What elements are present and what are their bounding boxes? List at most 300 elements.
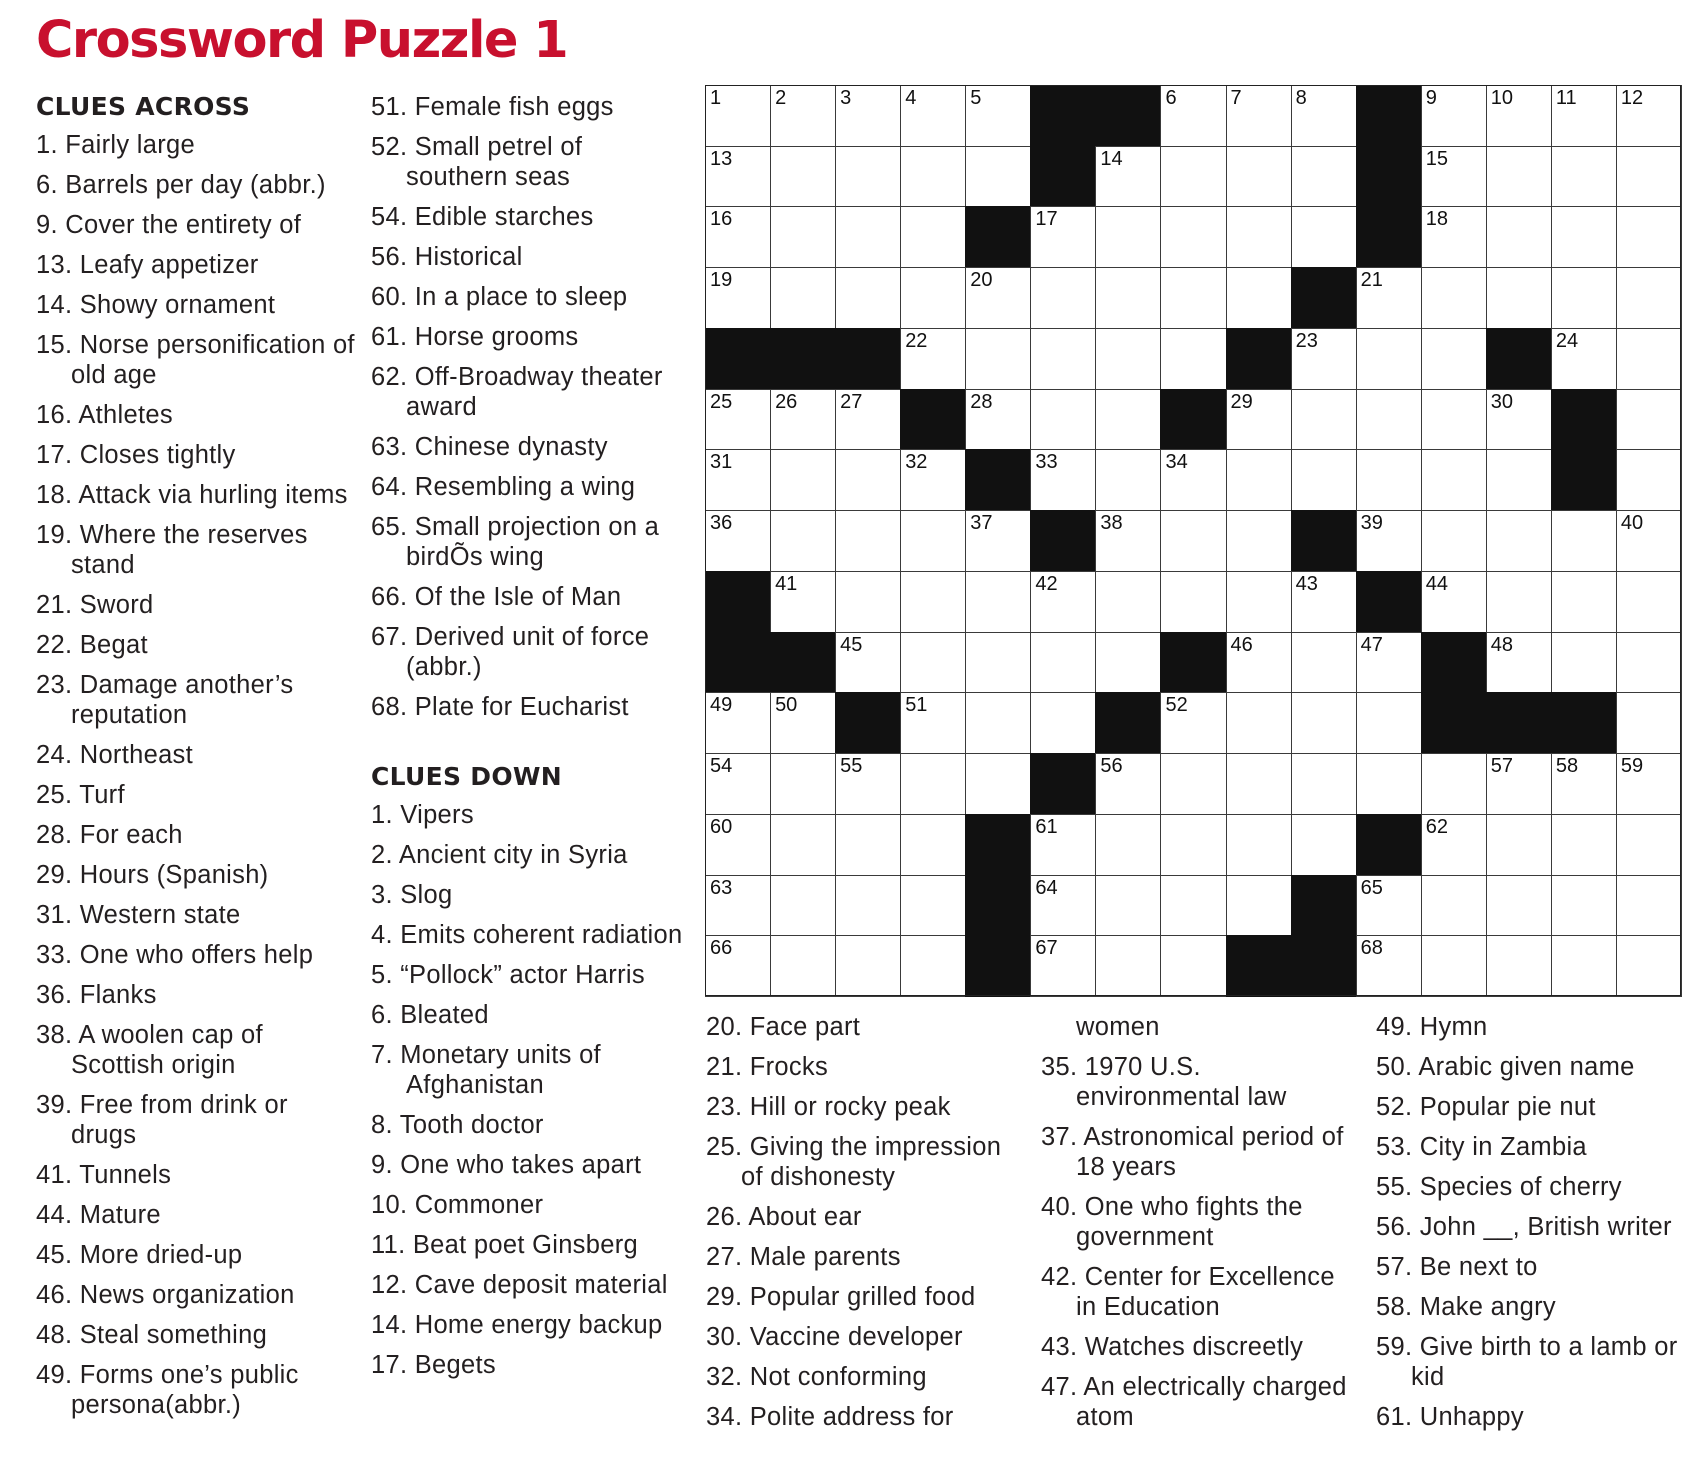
cell-number: 21 xyxy=(1360,269,1383,292)
grid-cell[interactable] xyxy=(705,692,771,754)
grid-block xyxy=(1030,753,1096,815)
down-clue: 55. Species of cherry xyxy=(1376,1173,1622,1201)
cell-number: 34 xyxy=(1165,451,1188,474)
grid-cell[interactable] xyxy=(705,389,771,451)
across-clue: 22. Begat xyxy=(36,631,148,659)
across-clue: 60. In a place to sleep xyxy=(371,283,628,311)
grid-cell[interactable] xyxy=(1486,85,1552,147)
across-clue: 33. One who offers help xyxy=(36,941,314,969)
grid-block xyxy=(1421,692,1487,754)
grid-cell[interactable] xyxy=(705,510,771,572)
grid-cell[interactable] xyxy=(1160,571,1226,633)
grid-cell[interactable] xyxy=(1160,449,1226,511)
down-column-4 xyxy=(1376,1012,1686,1442)
grid-cell[interactable] xyxy=(1486,510,1552,572)
grid-cell[interactable] xyxy=(1356,328,1422,390)
across-clue: 54. Edible starches xyxy=(371,203,594,231)
grid-cell[interactable] xyxy=(770,875,836,937)
grid-cell[interactable] xyxy=(1030,571,1096,633)
cell-number: 23 xyxy=(1295,329,1318,352)
grid-cell[interactable] xyxy=(705,85,771,147)
grid-cell[interactable] xyxy=(1226,692,1292,754)
grid-cell[interactable] xyxy=(1421,510,1487,572)
grid-cell[interactable] xyxy=(1095,814,1161,876)
across-clue: 49. Forms one’s public persona(abbr.) xyxy=(36,1361,299,1419)
cell-number: 46 xyxy=(1230,633,1253,656)
grid-cell[interactable] xyxy=(835,267,901,329)
down-clue: 10. Commoner xyxy=(371,1191,544,1219)
grid-cell[interactable] xyxy=(1095,449,1161,511)
grid-cell[interactable] xyxy=(1486,206,1552,268)
grid-cell[interactable] xyxy=(900,571,966,633)
across-clue: 13. Leafy appetizer xyxy=(36,251,259,279)
cell-number: 58 xyxy=(1555,755,1579,778)
grid-cell[interactable] xyxy=(1421,389,1487,451)
grid-cell[interactable] xyxy=(770,571,836,633)
grid-cell[interactable] xyxy=(1486,267,1552,329)
grid-cell[interactable] xyxy=(1226,389,1292,451)
grid-cell[interactable] xyxy=(1226,510,1292,572)
grid-cell[interactable] xyxy=(1291,85,1357,147)
grid-cell[interactable] xyxy=(835,510,901,572)
grid-cell[interactable] xyxy=(1356,692,1422,754)
down-clue: 7. Monetary units of Afghanistan xyxy=(371,1041,601,1099)
grid-cell[interactable] xyxy=(1291,449,1357,511)
grid-cell[interactable] xyxy=(900,632,966,694)
grid-cell[interactable] xyxy=(770,206,836,268)
cell-number: 22 xyxy=(905,329,928,352)
grid-cell[interactable] xyxy=(1356,935,1422,997)
down-clue: 20. Face part xyxy=(706,1013,861,1041)
cell-number: 61 xyxy=(1035,815,1058,838)
across-clue: 67. Derived unit of force (abbr.) xyxy=(371,623,650,681)
grid-cell[interactable] xyxy=(1291,328,1357,390)
grid-block xyxy=(1486,692,1552,754)
grid-cell[interactable] xyxy=(1226,449,1292,511)
grid-cell[interactable] xyxy=(1486,449,1552,511)
grid-cell[interactable] xyxy=(1486,146,1552,208)
grid-cell[interactable] xyxy=(965,85,1031,147)
grid-block xyxy=(1095,692,1161,754)
grid-cell[interactable] xyxy=(1551,328,1617,390)
grid-cell[interactable] xyxy=(1421,328,1487,390)
across-clue: 6. Barrels per day (abbr.) xyxy=(36,171,326,199)
grid-cell[interactable] xyxy=(1030,632,1096,694)
grid-cell[interactable] xyxy=(1421,267,1487,329)
grid-cell[interactable] xyxy=(1226,814,1292,876)
grid-cell[interactable] xyxy=(1095,632,1161,694)
cell-number: 11 xyxy=(1555,87,1577,109)
grid-cell[interactable] xyxy=(835,146,901,208)
grid-cell[interactable] xyxy=(1616,206,1682,268)
grid-cell[interactable] xyxy=(900,206,966,268)
across-clue: 65. Small projection on a birdÕs wing xyxy=(371,513,660,571)
grid-cell[interactable] xyxy=(1616,753,1682,815)
across-clue: 36. Flanks xyxy=(36,981,157,1009)
grid-block xyxy=(965,875,1031,937)
grid-cell[interactable] xyxy=(1486,632,1552,694)
grid-cell[interactable] xyxy=(1095,146,1161,208)
grid-cell[interactable] xyxy=(1226,146,1292,208)
grid-cell[interactable] xyxy=(1551,875,1617,937)
down-clue: 47. An electrically charged atom xyxy=(1041,1373,1347,1431)
grid-cell[interactable] xyxy=(1421,935,1487,997)
grid-cell[interactable] xyxy=(1291,389,1357,451)
grid-cell[interactable] xyxy=(1356,267,1422,329)
grid-cell[interactable] xyxy=(1421,146,1487,208)
across-clue: 29. Hours (Spanish) xyxy=(36,861,269,889)
grid-cell[interactable] xyxy=(1226,267,1292,329)
cell-number: 6 xyxy=(1165,87,1177,109)
grid-cell[interactable] xyxy=(1356,753,1422,815)
grid-cell[interactable] xyxy=(1160,85,1226,147)
grid-cell[interactable] xyxy=(835,449,901,511)
grid-cell[interactable] xyxy=(1095,510,1161,572)
down-clue: 12. Cave deposit material xyxy=(371,1271,668,1299)
grid-cell[interactable] xyxy=(1291,753,1357,815)
across-column-1 xyxy=(36,92,356,1430)
across-clue: 1. Fairly large xyxy=(36,131,195,159)
grid-cell[interactable] xyxy=(1356,875,1422,937)
grid-cell[interactable] xyxy=(1030,206,1096,268)
grid-cell[interactable] xyxy=(965,267,1031,329)
grid-cell[interactable] xyxy=(770,814,836,876)
grid-cell[interactable] xyxy=(1551,571,1617,633)
down-clue: 3. Slog xyxy=(371,881,453,909)
grid-cell[interactable] xyxy=(1095,328,1161,390)
grid-cell[interactable] xyxy=(1160,753,1226,815)
grid-cell[interactable] xyxy=(770,267,836,329)
down-clue: 32. Not conforming xyxy=(706,1363,927,1391)
down-clue: 53. City in Zambia xyxy=(1376,1133,1587,1161)
grid-cell[interactable] xyxy=(835,814,901,876)
grid-cell[interactable] xyxy=(1160,935,1226,997)
grid-cell[interactable] xyxy=(835,85,901,147)
grid-cell[interactable] xyxy=(835,632,901,694)
grid-block xyxy=(1551,449,1617,511)
down-clue: 27. Male parents xyxy=(706,1243,901,1271)
grid-cell[interactable] xyxy=(1616,814,1682,876)
grid-cell[interactable] xyxy=(900,510,966,572)
across-clue: 48. Steal something xyxy=(36,1321,268,1349)
grid-cell[interactable] xyxy=(1421,571,1487,633)
grid-cell[interactable] xyxy=(1616,632,1682,694)
grid-cell[interactable] xyxy=(835,875,901,937)
grid-block xyxy=(770,632,836,694)
grid-cell[interactable] xyxy=(900,85,966,147)
grid-cell[interactable] xyxy=(1616,328,1682,390)
cell-number: 9 xyxy=(1425,87,1437,109)
across-clue: 31. Western state xyxy=(36,901,241,929)
grid-cell[interactable] xyxy=(1616,692,1682,754)
grid-cell[interactable] xyxy=(1616,449,1682,511)
grid-cell[interactable] xyxy=(1291,146,1357,208)
grid-cell[interactable] xyxy=(900,328,966,390)
grid-cell[interactable] xyxy=(1356,632,1422,694)
grid-block xyxy=(965,935,1031,997)
cell-number: 29 xyxy=(1230,390,1253,413)
grid-cell[interactable] xyxy=(900,267,966,329)
cell-number: 4 xyxy=(905,87,917,109)
grid-cell[interactable] xyxy=(1160,692,1226,754)
cell-number: 13 xyxy=(710,147,733,170)
grid-cell[interactable] xyxy=(1486,389,1552,451)
grid-cell[interactable] xyxy=(1616,510,1682,572)
across-clue: 19. Where the reserves stand xyxy=(36,521,308,579)
grid-cell[interactable] xyxy=(1160,206,1226,268)
down-clue: 34. Polite address for xyxy=(706,1403,954,1431)
across-clue: 44. Mature xyxy=(36,1201,161,1229)
cell-number: 54 xyxy=(710,755,733,778)
grid-cell[interactable] xyxy=(1551,510,1617,572)
across-clue: 63. Chinese dynasty xyxy=(371,433,608,461)
grid-cell[interactable] xyxy=(770,510,836,572)
grid-cell[interactable] xyxy=(770,753,836,815)
grid-block xyxy=(900,389,966,451)
grid-cell[interactable] xyxy=(835,935,901,997)
down-clue: 9. One who takes apart xyxy=(371,1151,642,1179)
grid-cell[interactable] xyxy=(705,935,771,997)
grid-cell[interactable] xyxy=(1616,875,1682,937)
across-clue: 64. Resembling a wing xyxy=(371,473,636,501)
down-clue: 50. Arabic given name xyxy=(1376,1053,1635,1081)
down-clue: 37. Astronomical period of 18 years xyxy=(1041,1123,1344,1181)
grid-cell[interactable] xyxy=(1551,85,1617,147)
grid-cell[interactable] xyxy=(705,875,771,937)
grid-cell[interactable] xyxy=(1356,449,1422,511)
crossword-grid xyxy=(705,85,1681,996)
grid-cell[interactable] xyxy=(1486,571,1552,633)
grid-cell[interactable] xyxy=(705,267,771,329)
grid-cell[interactable] xyxy=(1160,814,1226,876)
grid-cell[interactable] xyxy=(1551,753,1617,815)
grid-cell[interactable] xyxy=(1291,814,1357,876)
grid-cell[interactable] xyxy=(900,814,966,876)
cell-number: 18 xyxy=(1425,208,1448,231)
grid-cell[interactable] xyxy=(1291,571,1357,633)
grid-cell[interactable] xyxy=(705,814,771,876)
grid-cell[interactable] xyxy=(770,146,836,208)
grid-cell[interactable] xyxy=(965,571,1031,633)
down-clue: 25. Giving the impression of dishonesty xyxy=(706,1133,1002,1191)
grid-cell[interactable] xyxy=(900,935,966,997)
grid-cell[interactable] xyxy=(1030,389,1096,451)
across-clue: 38. A woolen cap of Scottish origin xyxy=(36,1021,263,1079)
across-clue: 62. Off-Broadway theater award xyxy=(371,363,663,421)
down-clue: 29. Popular grilled food xyxy=(706,1283,976,1311)
grid-cell[interactable] xyxy=(1030,814,1096,876)
grid-block xyxy=(705,571,771,633)
grid-cell[interactable] xyxy=(1030,267,1096,329)
down-clue: 57. Be next to xyxy=(1376,1253,1538,1281)
grid-cell[interactable] xyxy=(770,389,836,451)
grid-cell[interactable] xyxy=(1030,875,1096,937)
grid-cell[interactable] xyxy=(705,449,771,511)
grid-cell[interactable] xyxy=(1421,85,1487,147)
grid-block xyxy=(1030,510,1096,572)
grid-cell[interactable] xyxy=(1226,206,1292,268)
grid-block xyxy=(1356,814,1422,876)
down-clue: 21. Frocks xyxy=(706,1053,829,1081)
grid-cell[interactable] xyxy=(705,753,771,815)
grid-cell[interactable] xyxy=(1095,935,1161,997)
grid-cell[interactable] xyxy=(1030,328,1096,390)
down-clue: 59. Give birth to a lamb or kid xyxy=(1376,1333,1678,1391)
cell-number: 40 xyxy=(1620,512,1644,535)
down-clue: 5. “Pollock” actor Harris xyxy=(371,961,645,989)
grid-cell[interactable] xyxy=(705,146,771,208)
grid-block xyxy=(965,814,1031,876)
down-clue: 56. John __, British writer xyxy=(1376,1213,1672,1241)
down-clue: 4. Emits coherent radiation xyxy=(371,921,683,949)
cell-number: 63 xyxy=(710,876,733,899)
grid-cell[interactable] xyxy=(835,206,901,268)
across-clue: 28. For each xyxy=(36,821,183,849)
grid-cell[interactable] xyxy=(1616,571,1682,633)
grid-block xyxy=(1291,875,1357,937)
cell-number: 31 xyxy=(710,451,733,474)
grid-cell[interactable] xyxy=(965,632,1031,694)
down-clue: 8. Tooth doctor xyxy=(371,1111,544,1139)
cell-number: 65 xyxy=(1360,876,1383,899)
grid-cell[interactable] xyxy=(965,510,1031,572)
across-clue: 18. Attack via hurling items xyxy=(36,481,348,509)
grid-cell[interactable] xyxy=(1356,510,1422,572)
cell-number: 67 xyxy=(1035,937,1058,960)
grid-block xyxy=(1291,935,1357,997)
cell-number: 10 xyxy=(1490,87,1514,109)
grid-cell[interactable] xyxy=(770,935,836,997)
grid-cell[interactable] xyxy=(1095,389,1161,451)
cell-number: 62 xyxy=(1425,815,1448,838)
cell-number: 47 xyxy=(1360,633,1383,656)
grid-cell[interactable] xyxy=(900,753,966,815)
grid-cell[interactable] xyxy=(1551,814,1617,876)
grid-cell[interactable] xyxy=(1095,875,1161,937)
grid-cell[interactable] xyxy=(900,875,966,937)
across-clue: 56. Historical xyxy=(371,243,523,271)
grid-cell[interactable] xyxy=(1486,753,1552,815)
grid-cell[interactable] xyxy=(1030,449,1096,511)
grid-cell[interactable] xyxy=(1226,571,1292,633)
grid-cell[interactable] xyxy=(1551,267,1617,329)
grid-cell[interactable] xyxy=(965,146,1031,208)
grid-cell[interactable] xyxy=(1160,328,1226,390)
grid-cell[interactable] xyxy=(835,389,901,451)
grid-cell[interactable] xyxy=(1095,571,1161,633)
cell-number: 14 xyxy=(1100,147,1123,170)
grid-cell[interactable] xyxy=(1421,753,1487,815)
grid-cell[interactable] xyxy=(1291,206,1357,268)
grid-cell[interactable] xyxy=(900,146,966,208)
grid-cell[interactable] xyxy=(1095,753,1161,815)
grid-block xyxy=(1486,328,1552,390)
grid-cell[interactable] xyxy=(1616,267,1682,329)
grid-cell[interactable] xyxy=(965,328,1031,390)
cell-number: 3 xyxy=(840,87,852,109)
grid-cell[interactable] xyxy=(1095,206,1161,268)
grid-cell[interactable] xyxy=(1486,814,1552,876)
grid-cell[interactable] xyxy=(965,692,1031,754)
grid-cell[interactable] xyxy=(770,692,836,754)
grid-block xyxy=(1356,571,1422,633)
cell-number: 51 xyxy=(905,694,928,717)
grid-cell[interactable] xyxy=(770,85,836,147)
cell-number: 56 xyxy=(1100,755,1123,778)
cell-number: 15 xyxy=(1425,147,1448,170)
grid-cell[interactable] xyxy=(1616,146,1682,208)
grid-cell[interactable] xyxy=(1226,875,1292,937)
grid-cell[interactable] xyxy=(1551,146,1617,208)
grid-cell[interactable] xyxy=(835,753,901,815)
grid-cell[interactable] xyxy=(965,753,1031,815)
grid-cell[interactable] xyxy=(1551,632,1617,694)
grid-cell[interactable] xyxy=(1291,692,1357,754)
down-clue: 23. Hill or rocky peak xyxy=(706,1093,951,1121)
down-clue: 42. Center for Excellence in Education xyxy=(1041,1263,1335,1321)
across-heading: CLUES ACROSS xyxy=(36,92,251,121)
cell-number: 1 xyxy=(710,87,722,109)
cell-number: 26 xyxy=(775,390,798,413)
grid-cell[interactable] xyxy=(1356,389,1422,451)
cell-number: 20 xyxy=(970,269,993,292)
grid-cell[interactable] xyxy=(1160,267,1226,329)
grid-cell[interactable] xyxy=(1226,632,1292,694)
grid-cell[interactable] xyxy=(1421,875,1487,937)
cell-number: 37 xyxy=(970,512,993,535)
grid-cell[interactable] xyxy=(1421,206,1487,268)
grid-cell[interactable] xyxy=(1616,935,1682,997)
grid-cell[interactable] xyxy=(770,449,836,511)
grid-block xyxy=(1226,935,1292,997)
grid-cell[interactable] xyxy=(1421,814,1487,876)
cell-number: 66 xyxy=(710,937,733,960)
grid-block xyxy=(1356,206,1422,268)
grid-cell[interactable] xyxy=(900,692,966,754)
grid-cell[interactable] xyxy=(1551,935,1617,997)
grid-cell[interactable] xyxy=(1551,206,1617,268)
grid-cell[interactable] xyxy=(1616,389,1682,451)
grid-cell[interactable] xyxy=(1421,449,1487,511)
grid-cell[interactable] xyxy=(1486,875,1552,937)
grid-cell[interactable] xyxy=(1160,510,1226,572)
grid-cell[interactable] xyxy=(1226,753,1292,815)
cell-number: 16 xyxy=(710,208,733,231)
cell-number: 24 xyxy=(1555,329,1579,352)
grid-cell[interactable] xyxy=(1486,935,1552,997)
grid-block xyxy=(1356,85,1422,147)
grid-cell[interactable] xyxy=(1160,146,1226,208)
cell-number: 55 xyxy=(840,755,863,778)
grid-cell[interactable] xyxy=(900,449,966,511)
grid-cell[interactable] xyxy=(1291,632,1357,694)
cell-number: 32 xyxy=(905,451,928,474)
grid-cell[interactable] xyxy=(1030,935,1096,997)
grid-cell[interactable] xyxy=(965,389,1031,451)
grid-cell[interactable] xyxy=(1226,85,1292,147)
grid-cell[interactable] xyxy=(1616,85,1682,147)
grid-cell[interactable] xyxy=(705,206,771,268)
grid-cell[interactable] xyxy=(1030,692,1096,754)
grid-block xyxy=(1356,146,1422,208)
cell-number: 39 xyxy=(1360,512,1383,535)
cell-number: 52 xyxy=(1165,694,1188,717)
cell-number: 59 xyxy=(1620,755,1644,778)
grid-cell[interactable] xyxy=(1160,875,1226,937)
grid-cell[interactable] xyxy=(835,571,901,633)
grid-cell[interactable] xyxy=(1095,267,1161,329)
down-clue: 1. Vipers xyxy=(371,801,474,829)
